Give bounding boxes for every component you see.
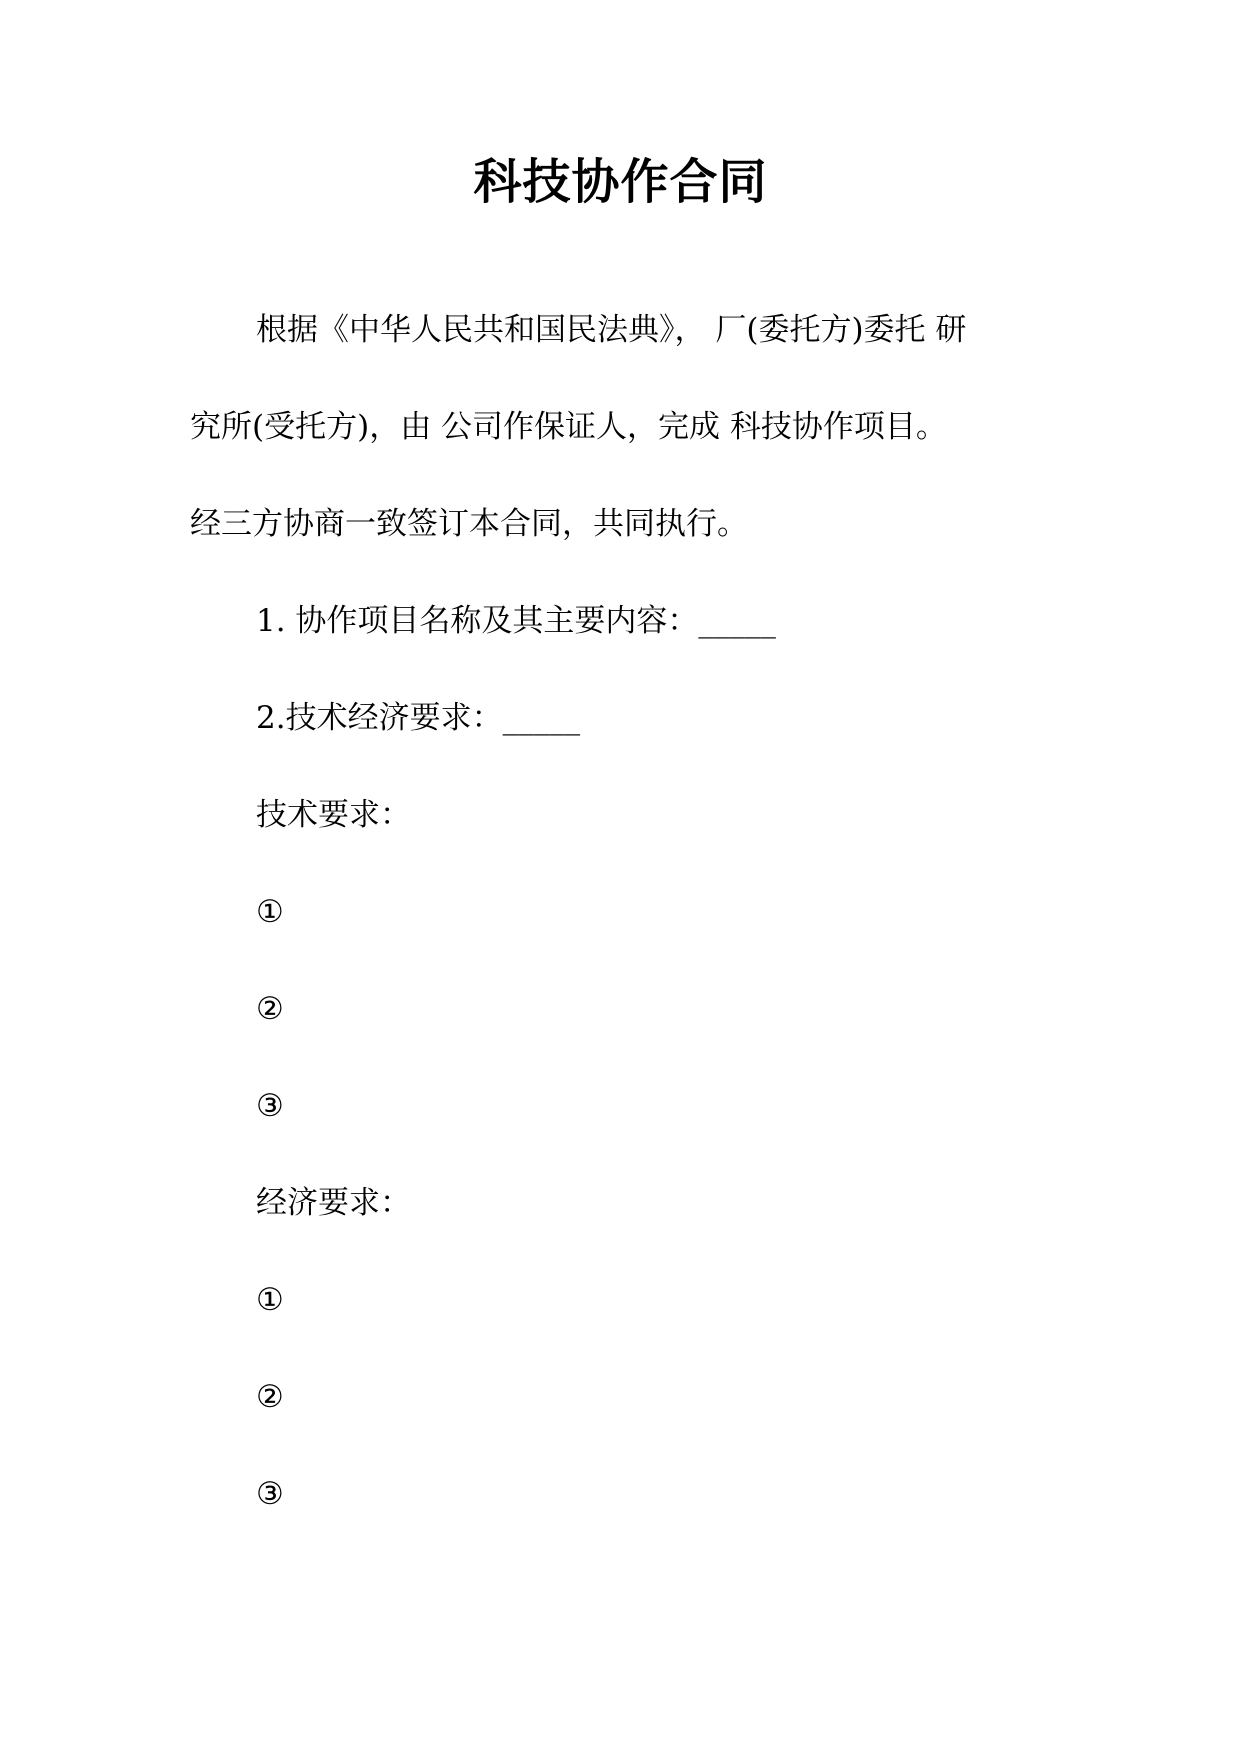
document-title: 科技协作合同 [473,154,768,210]
economic-requirement-item-1: ① [256,1282,284,1318]
clause-2: 2.技术经济要求：_____ [256,700,581,736]
intro-line-2: 究所(受托方)，由 公司作保证人，完成 科技协作项目。 [190,409,947,445]
tech-requirement-item-3: ③ [256,1088,284,1124]
intro-line-3: 经三方协商一致签订本合同，共同执行。 [190,506,748,542]
economic-requirement-item-3: ③ [256,1476,284,1512]
tech-requirement-item-2: ② [256,991,284,1027]
economic-requirements-heading: 经济要求： [256,1185,411,1221]
tech-requirements-heading: 技术要求： [256,797,411,833]
clause-1: 1. 协作项目名称及其主要内容：_____ [256,603,776,639]
tech-requirement-item-1: ① [256,894,284,930]
intro-line-1: 根据《中华人民共和国民法典》， 厂(委托方)委托 研 [256,312,967,348]
economic-requirement-item-2: ② [256,1379,284,1415]
